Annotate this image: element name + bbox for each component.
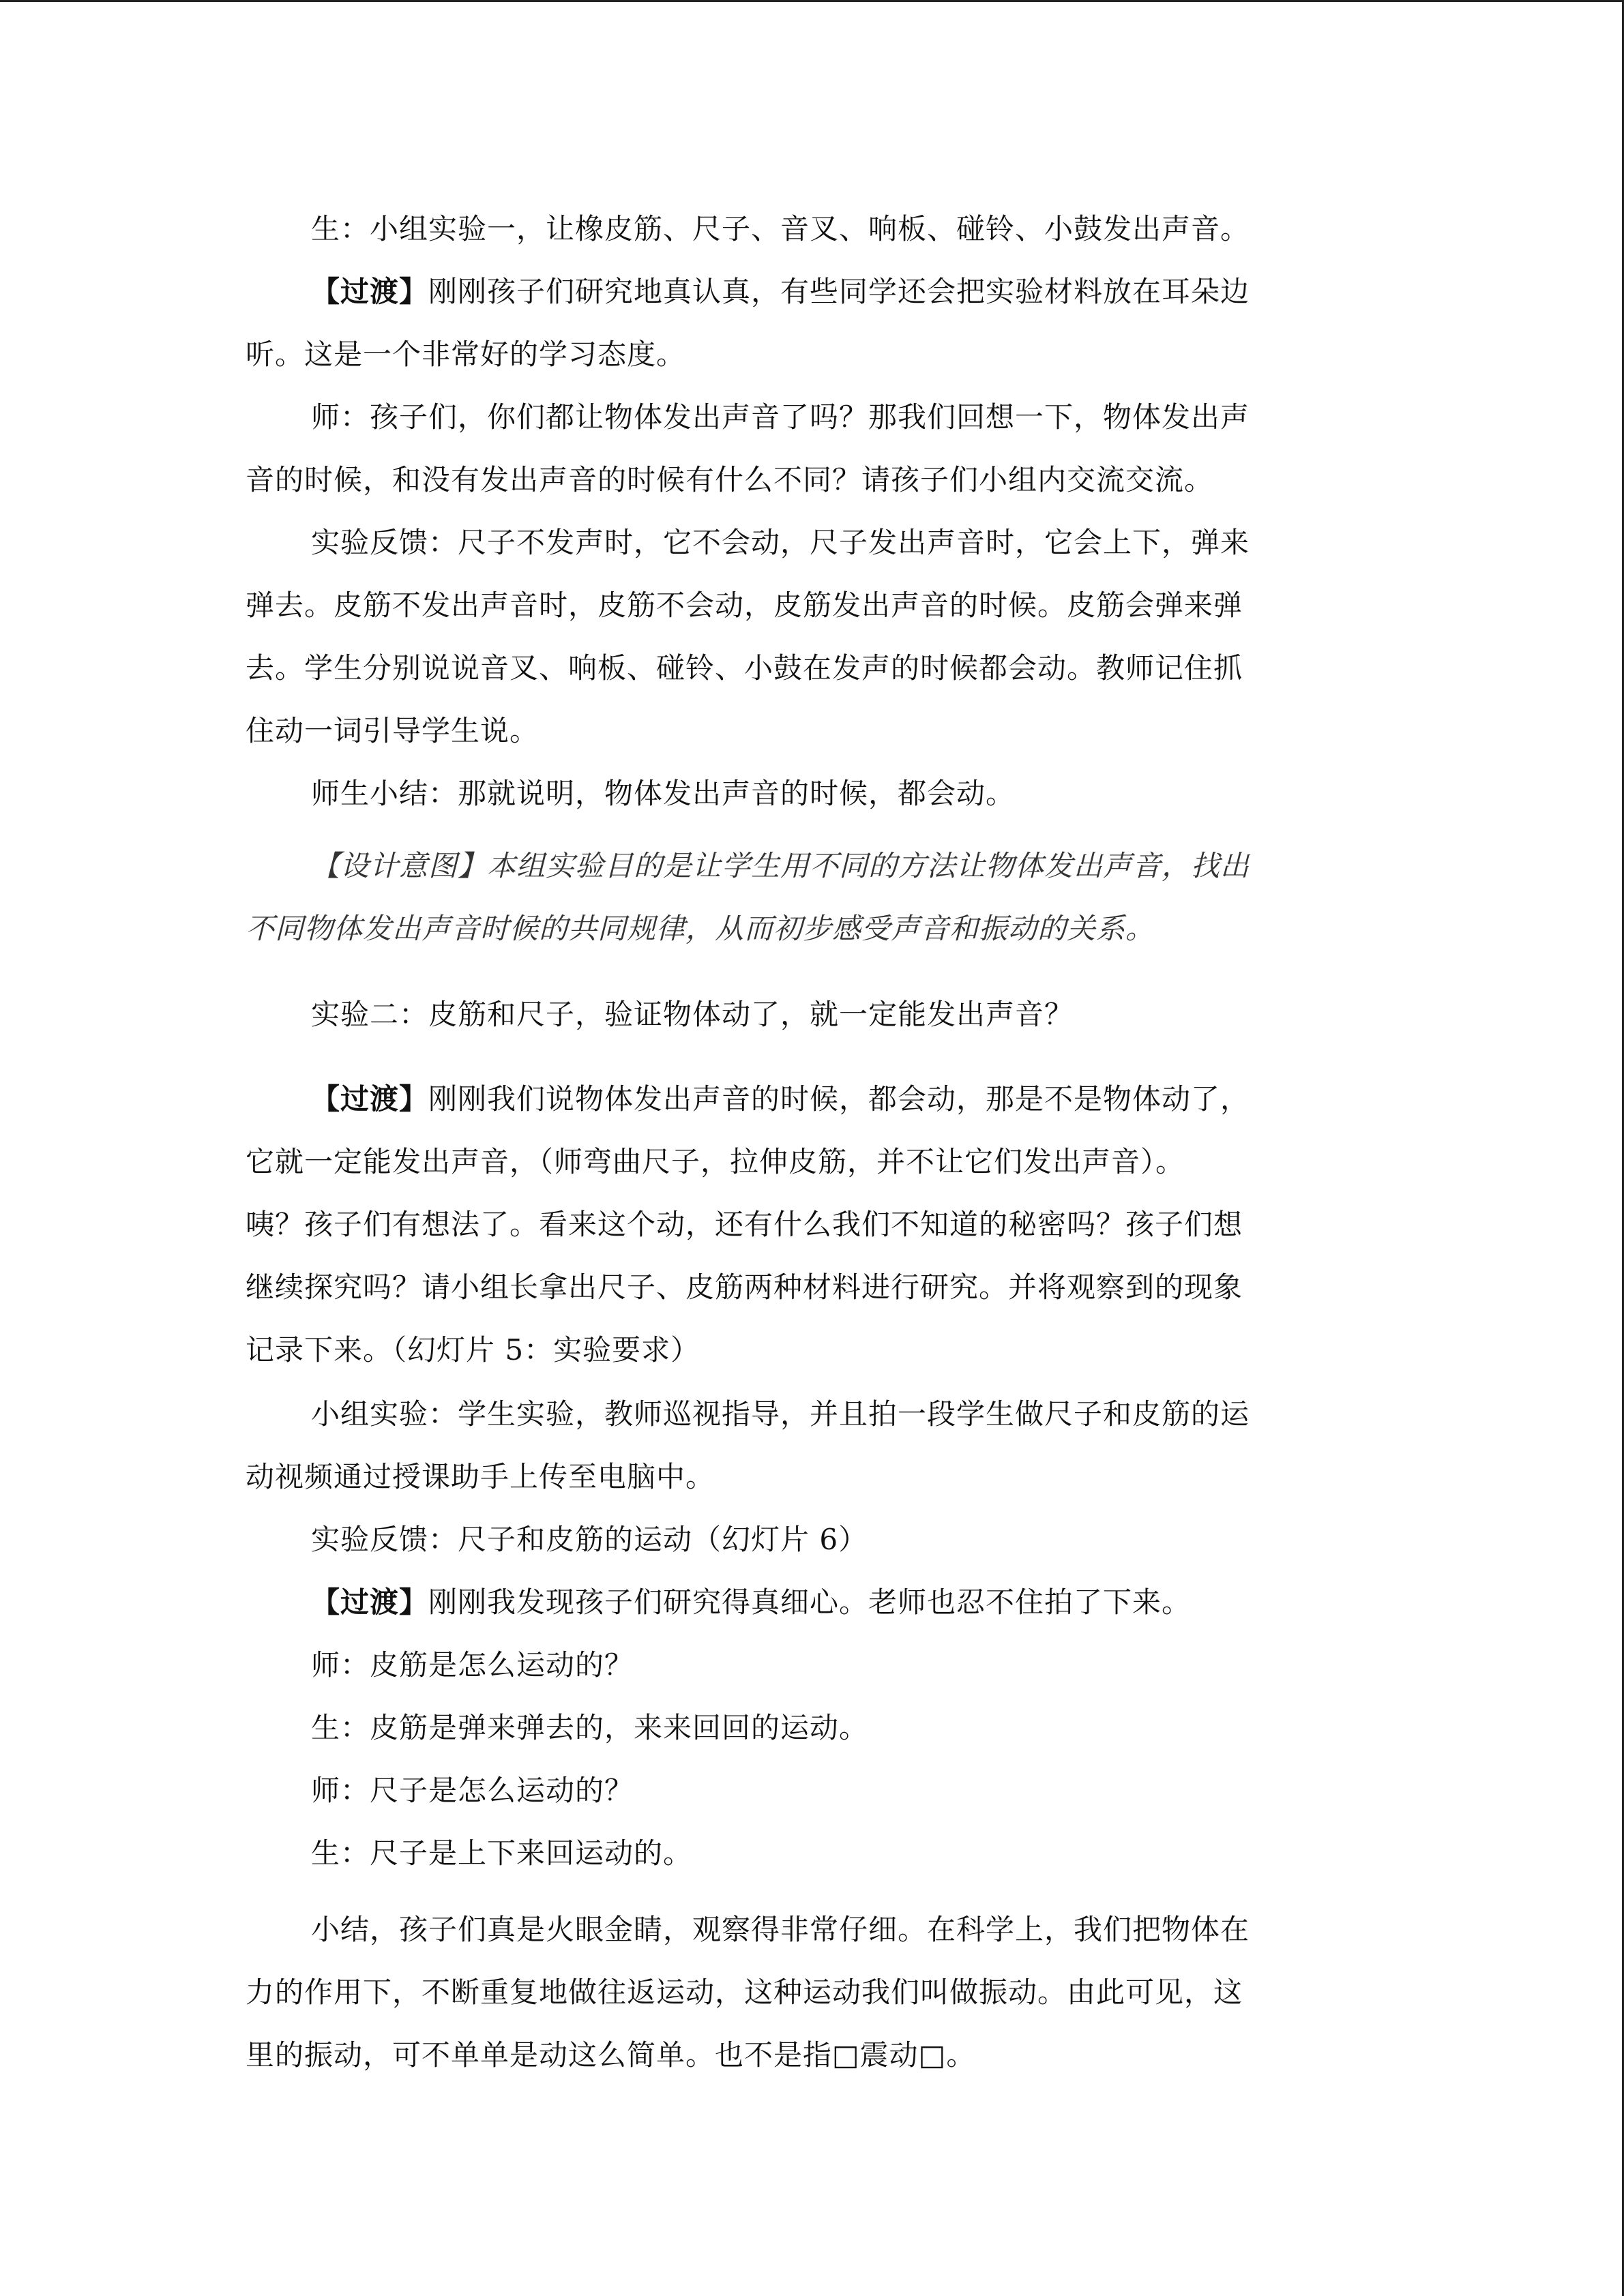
text-line: 记录下来。（幻灯片 5：实验要求） <box>246 1333 700 1367</box>
paragraph-4 <box>246 511 1364 762</box>
text-line: 实验二：皮筋和尺子，验证物体动了，就一定能发出声音？ <box>311 998 1074 1031</box>
text-line: 小结，孩子们真是火眼金睛，观察得非常仔细。在科学上，我们把物体在 <box>311 1913 1250 1946</box>
text-line <box>246 1571 1364 1634</box>
paragraph-8 <box>246 1068 1364 1382</box>
text-line: 里的振动，可不单单是动这么简单。也不是指□震动□。 <box>246 2038 976 2072</box>
text-line: 听。这是一个非常好的学习态度。 <box>246 338 686 371</box>
text-line: 弹去。皮筋不发出声音时，皮筋不会动，皮筋发出声音的时候。皮筋会弹来弹 <box>246 588 1243 622</box>
paragraph-3 <box>246 386 1364 511</box>
text-line <box>246 1068 1364 1131</box>
paragraph-2 <box>246 260 1364 386</box>
text-line: 实验反馈：尺子不发声时，它不会动，尺子发出声音时，它会上下，弹来 <box>311 526 1250 559</box>
text-line: 音的时候，和没有发出声音的时候有什么不同？请孩子们小组内交流交流。 <box>246 463 1214 496</box>
text-line: 动视频通过授课助手上传至电脑中。 <box>246 1460 715 1493</box>
paragraph-7 <box>246 983 1364 1046</box>
text-line <box>246 835 1364 897</box>
paragraph-11 <box>246 1571 1364 1634</box>
text-line <box>246 260 1364 323</box>
text-line: 住动一词引导学生说。 <box>246 714 540 747</box>
text-segment: 刚刚我发现孩子们研究得真细心。老师也忍不住拍了下来。 <box>428 1585 1192 1619</box>
text-segment: 本组实验目的是让学生用不同的方法让物体发出声音，找出 <box>487 849 1250 882</box>
paragraph-5 <box>246 762 1364 825</box>
text-line: 师：尺子是怎么运动的？ <box>311 1774 634 1807</box>
design-intent-label: 【设计意图】 <box>311 849 488 882</box>
paragraph-14 <box>246 1759 1364 1822</box>
text-segment: 刚刚我们说物体发出声音的时候，都会动，那是不是物体动了， <box>428 1082 1250 1116</box>
paragraph-13 <box>246 1697 1364 1759</box>
text-line: 师：孩子们，你们都让物体发出声音了吗？那我们回想一下，物体发出声 <box>311 400 1250 434</box>
paragraph-10 <box>246 1508 1364 1571</box>
page-border-top <box>0 0 1624 2</box>
text-line: 生：皮筋是弹来弹去的，来来回回的运动。 <box>311 1711 869 1744</box>
paragraph-12 <box>246 1634 1364 1697</box>
paragraph-design-intent <box>246 835 1364 960</box>
text-line: 继续探究吗？请小组长拿出尺子、皮筋两种材料进行研究。并将观察到的现象 <box>246 1270 1243 1304</box>
text-segment: 刚刚孩子们研究地真认真，有些同学还会把实验材料放在耳朵边 <box>428 275 1250 308</box>
text-line: 不同物体发出声音时候的共同规律，从而初步感受声音和振动的关系。 <box>246 912 1155 945</box>
text-line: 它就一定能发出声音，（师弯曲尺子，拉伸皮筋，并不让它们发出声音）。 <box>246 1145 1185 1178</box>
paragraph-9 <box>246 1383 1364 1508</box>
text-line: 力的作用下，不断重复地做往返运动，这种运动我们叫做振动。由此可见，这 <box>246 1976 1243 2009</box>
transition-label: 【过渡】 <box>311 1585 429 1619</box>
transition-label: 【过渡】 <box>311 275 429 308</box>
transition-label: 【过渡】 <box>311 1082 429 1116</box>
paragraph-16 <box>246 1898 1364 2087</box>
text-line: 咦？孩子们有想法了。看来这个动，还有什么我们不知道的秘密吗？孩子们想 <box>246 1208 1243 1241</box>
text-line: 小组实验：学生实验，教师巡视指导，并且拍一段学生做尺子和皮筋的运 <box>311 1397 1250 1431</box>
text-line: 实验反馈：尺子和皮筋的运动（幻灯片 6） <box>311 1523 868 1556</box>
text-line: 师生小结：那就说明，物体发出声音的时候，都会动。 <box>311 777 1016 810</box>
text-line: 生：小组实验一，让橡皮筋、尺子、音叉、响板、碰铃、小鼓发出声音。 <box>311 212 1250 245</box>
text-line: 师：皮筋是怎么运动的？ <box>311 1648 634 1682</box>
text-line: 生：尺子是上下来回运动的。 <box>311 1836 693 1870</box>
text-line: 去。学生分别说说音叉、响板、碰铃、小鼓在发声的时候都会动。教师记住抓 <box>246 651 1243 685</box>
paragraph-1 <box>246 198 1364 260</box>
paragraph-15 <box>246 1822 1364 1885</box>
